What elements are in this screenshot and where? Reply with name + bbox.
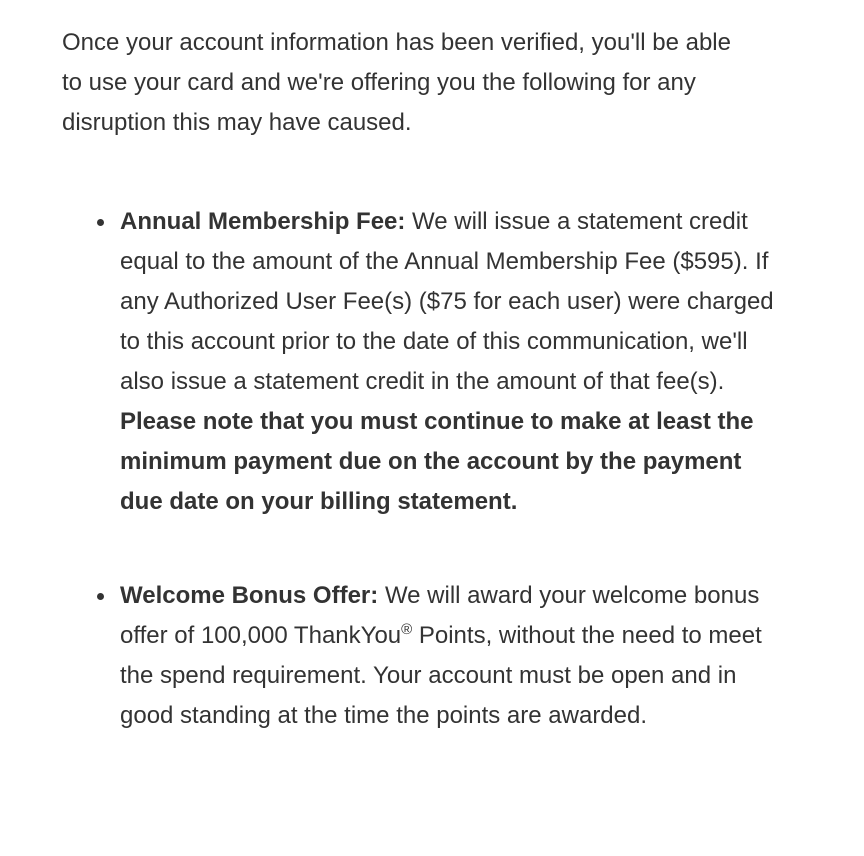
intro-paragraph: Once your account information has been verified, you'll be able to use your card and we're offering you the following for any disruption this may have caused.	[62, 29, 731, 136]
text-run: We will issue a statement credit equal to the amount of the Annual Membership Fee ($595). If any Authorized User Fee(s) ($75 for each user) were charged to this account prior to the date of this communication, we'll also issue a statement credit in the amount of that fee(s).	[120, 208, 774, 395]
text-run: Welcome Bonus Offer:	[120, 582, 385, 609]
text-run: ®	[401, 621, 413, 638]
offer-list-item	[120, 202, 780, 522]
text-run: Annual Membership Fee:	[120, 208, 413, 235]
offers-list	[62, 202, 864, 736]
text-run: Please note that you must continue to make at least the minimum payment due on the account by the payment due date on your billing statement.	[120, 408, 754, 515]
text-run: Points, without the need to meet the spend requirement. Your account must be open and in good standing at the time the points are awarded.	[120, 622, 762, 729]
offer-list-item	[120, 576, 780, 736]
text-run: We will award your welcome bonus offer of 100,000 ThankYou	[120, 582, 760, 649]
